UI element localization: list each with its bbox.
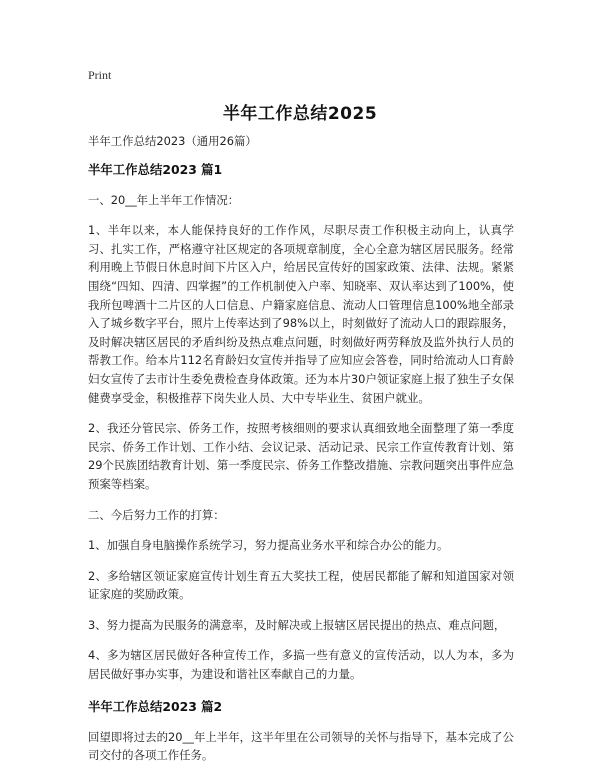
section-heading-1: 半年工作总结2023 篇1 [88, 161, 223, 177]
document-subtitle: 半年工作总结2023（通用26篇） [88, 134, 257, 148]
section-1-paragraph-7: 3、努力提高为民服务的满意率，及时解决或上报辖区居民提出的热点、难点问题， [88, 617, 506, 632]
document-body [88, 132, 514, 777]
document-title: 半年工作总结2025 [222, 104, 378, 124]
section-1-paragraph-1: 一、20__年上半年工作情况： [88, 192, 240, 207]
section-1-paragraph-4: 二、今后努力工作的打算： [88, 507, 225, 522]
section-1-paragraph-5: 1、加强自身电脑操作系统学习，努力提高业务水平和综合办公的能力。 [88, 538, 449, 553]
print-label: Print [88, 68, 112, 82]
section-1-paragraph-3: 2、我还分管民宗、侨务工作，按照考核细则的要求认真细致地全面整理了第一季度民宗、侨务工作计划、工作小结、会议记录、活动记录、民宗工作宣传教育计划、第29个民族团结教育计划、第一季度民宗、侨务工作整改措施、宗教问题突出事件应急预案等档案。 [88, 421, 514, 491]
section-heading-2: 半年工作总结2023 篇2 [88, 698, 223, 714]
section-1-paragraph-6: 2、多给辖区领证家庭宣传计划生育五大奖扶工程，使居民都能了解和知道国家对领证家庭的奖励政策。 [88, 568, 514, 602]
section-1-paragraph-2: 1、半年以来，本人能保持良好的工作作风，尽职尽责工作积极主动向上，认真学习、扎实工作，严格遵守社区规定的各项规章制度，全心全意为辖区居民服务。经常利用晚上节假日休息时间下片区入户，给居民宣传好的国家政策、法律、法规。紧紧围绕“四知、四清、四掌握”的工作机制使入户率、知晓率、双认率达到了100%，使我所包啤酒十二片区的人口信息、户籍家庭信息、流动人口管理信息100%地全部录入了城乡数字平台，照片上传率达到了98%以上，时刻做好了流动人口的跟踪服务，及时解决辖区居民的矛盾纠纷及热点难点问题，时刻做好两劳释放及监外执行人员的帮教工作。给本片112名育龄妇女宣传并指导了应知应会答卷，同时给流动人口育龄妇女宣传了去市计生委免费检查身体政策。还为本片30户领证家庭上报了独生子女保健费享受金，积极推荐下岗失业人员、大中专毕业生、贫困户就业。 [88, 223, 514, 405]
section-1-paragraph-8: 4、多为辖区居民做好各种宣传工作，多搞一些有意义的宣传活动，以人为本，多为居民做好事办实事，为建设和谐社区奉献自己的力量。 [88, 648, 514, 682]
section-2-paragraph-1: 回望即将过去的20__年上半年，这半年里在公司领导的关怀与指导下，基本完成了公司交付的各项工作任务。 [88, 729, 514, 763]
